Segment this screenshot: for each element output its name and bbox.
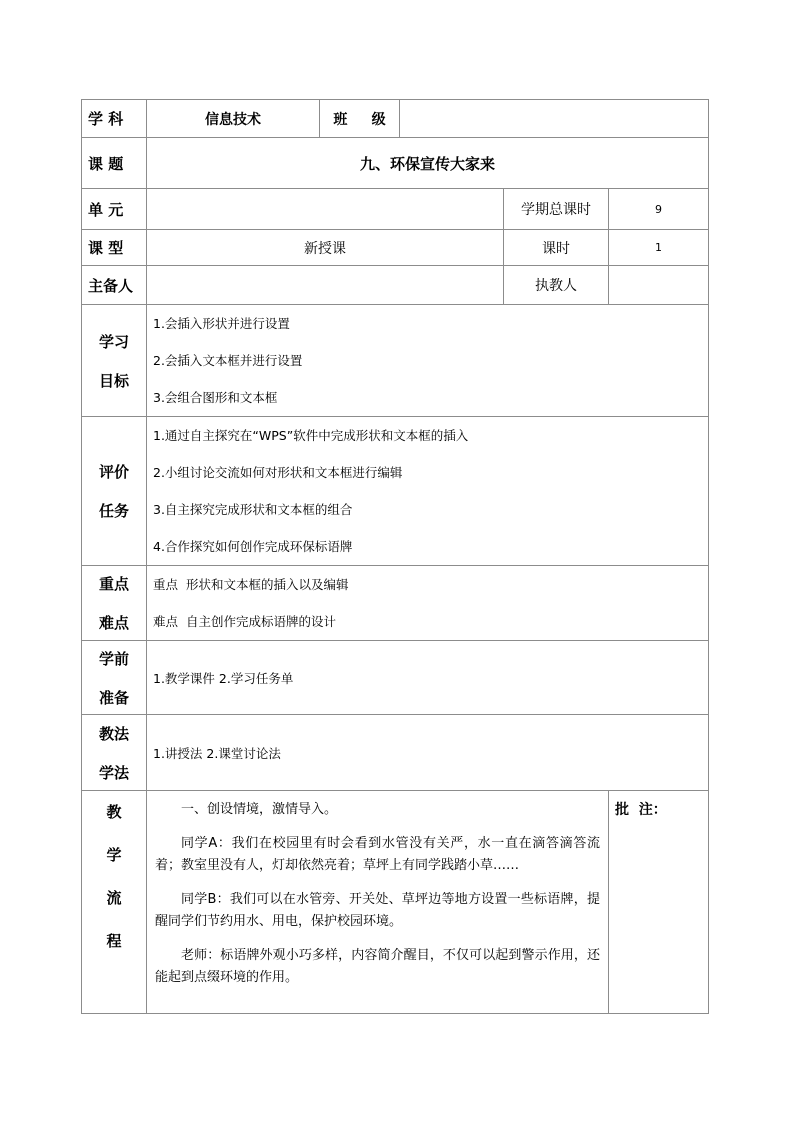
- prep-label: [82, 641, 147, 715]
- key-points-content: [147, 566, 709, 641]
- row-subject: [82, 100, 709, 138]
- row-prep: [82, 641, 709, 715]
- hours-value: 1: [609, 230, 709, 266]
- row-tasks: [82, 417, 709, 566]
- task-item: 3.自主探究完成形状和文本框的组合: [153, 502, 353, 517]
- row-process: [82, 791, 709, 1014]
- teacher-value: [609, 266, 709, 305]
- row-topic: [82, 138, 709, 189]
- prep-label-2: 准备: [98, 688, 129, 707]
- row-goals: [82, 305, 709, 417]
- goal-item: 3.会组合图形和文本框: [153, 390, 278, 405]
- task-item: 4.合作探究如何创作完成环保标语牌: [153, 539, 353, 554]
- prep-content: 1.教学课件 2.学习任务单: [147, 641, 709, 715]
- row-unit: [82, 189, 709, 230]
- class-label: 班 级: [320, 100, 400, 138]
- topic-value: 九、环保宣传大家来: [147, 138, 709, 189]
- key-point-item: 难点 自主创作完成标语牌的设计: [153, 614, 336, 629]
- unit-label: 单 元: [82, 189, 147, 230]
- total-hours-value: 9: [609, 189, 709, 230]
- key-points-label-1: 重点: [98, 575, 129, 593]
- process-label-char: 学: [106, 846, 122, 864]
- class-value: [400, 100, 709, 138]
- row-method: [82, 715, 709, 791]
- goals-content: [147, 305, 709, 417]
- tasks-label-1: 评价: [98, 463, 129, 481]
- key-points-label-2: 难点: [98, 614, 129, 632]
- preparer-label: 主备人: [82, 266, 147, 305]
- annotation-label: 批 注：: [609, 791, 709, 1014]
- subject-value: 信息技术: [147, 100, 320, 138]
- process-content: [147, 791, 609, 1014]
- row-preparer: [82, 266, 709, 305]
- row-key-points: [82, 566, 709, 641]
- prep-label-1: 学前: [98, 649, 129, 668]
- tasks-content: [147, 417, 709, 566]
- topic-label: 课 题: [82, 138, 147, 189]
- method-label-2: 学法: [98, 763, 129, 782]
- type-label: 课 型: [82, 230, 147, 266]
- preparer-value: [147, 266, 504, 305]
- process-paragraph: 同学A：我们在校园里有时会看到水管没有关严，水一直在滴答滴答流着；教室里没有人，灯却依然亮着；草坪上有同学践踏小草……: [155, 836, 600, 873]
- unit-value: [147, 189, 504, 230]
- type-value: 新授课: [147, 230, 504, 266]
- key-point-item: 重点 形状和文本框的插入以及编辑: [153, 577, 349, 592]
- row-type: [82, 230, 709, 266]
- goals-label-2: 目标: [98, 371, 129, 390]
- process-paragraph: 同学B：我们可以在水管旁、开关处、草坪边等地方设置一些标语牌，提醒同学们节约用水、用电，保护校园环境。: [155, 892, 600, 929]
- process-label-char: 程: [106, 932, 122, 950]
- subject-label: 学 科: [82, 100, 147, 138]
- teacher-label: 执教人: [504, 266, 609, 305]
- goals-label-1: 学习: [98, 332, 129, 351]
- method-label: [82, 715, 147, 791]
- total-hours-label: 学期总课时: [504, 189, 609, 230]
- task-item: 2.小组讨论交流如何对形状和文本框进行编辑: [153, 465, 403, 480]
- goal-item: 2.会插入文本框并进行设置: [153, 353, 303, 368]
- tasks-label-2: 任务: [98, 502, 129, 520]
- process-label-char: 流: [106, 889, 122, 907]
- task-item: 1.通过自主探究在“WPS”软件中完成形状和文本框的插入: [153, 428, 469, 443]
- hours-label: 课时: [504, 230, 609, 266]
- key-points-label: [82, 566, 147, 641]
- method-content: 1.讲授法 2.课堂讨论法: [147, 715, 709, 791]
- lesson-plan-table: [81, 99, 709, 1014]
- method-label-1: 教法: [98, 724, 129, 743]
- process-label: [82, 791, 147, 1014]
- goals-label: [82, 305, 147, 417]
- process-paragraph: 一、创设情境，激情导入。: [181, 802, 338, 817]
- tasks-label: [82, 417, 147, 566]
- process-paragraph: 老师：标语牌外观小巧多样，内容简介醒目，不仅可以起到警示作用，还能起到点缀环境的作用。: [155, 948, 600, 985]
- process-label-char: 教: [106, 803, 122, 821]
- goal-item: 1.会插入形状并进行设置: [153, 316, 290, 331]
